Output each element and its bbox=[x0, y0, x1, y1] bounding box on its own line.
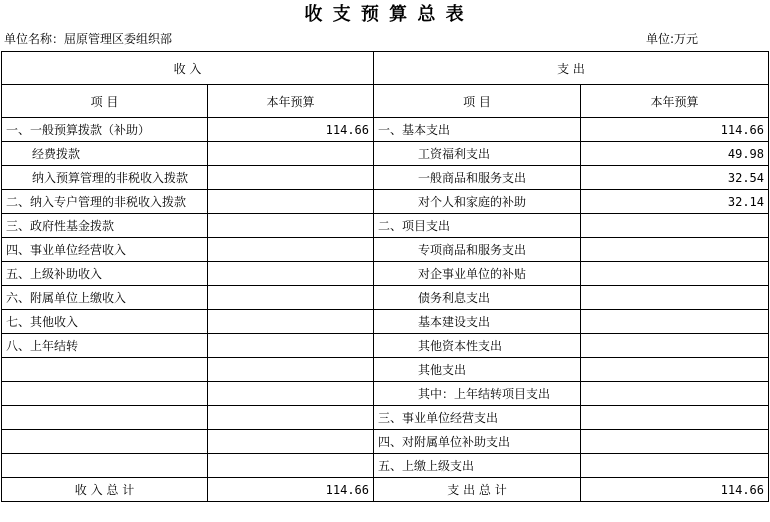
income-item: 纳入预算管理的非税收入拨款 bbox=[2, 166, 208, 190]
income-item bbox=[2, 454, 208, 478]
table-row bbox=[2, 238, 769, 262]
table-row bbox=[2, 430, 769, 454]
expense-item-header: 项 目 bbox=[374, 85, 581, 118]
expense-item: 工资福利支出 bbox=[374, 142, 581, 166]
expense-item: 一、基本支出 bbox=[374, 118, 581, 142]
income-value bbox=[208, 190, 374, 214]
expense-item: 三、事业单位经营支出 bbox=[374, 406, 581, 430]
income-item: 八、上年结转 bbox=[2, 334, 208, 358]
expense-value bbox=[581, 262, 769, 286]
income-item: 六、附属单位上缴收入 bbox=[2, 286, 208, 310]
income-value bbox=[208, 238, 374, 262]
income-item: 二、纳入专户管理的非税收入拨款 bbox=[2, 190, 208, 214]
expense-item: 二、项目支出 bbox=[374, 214, 581, 238]
income-item bbox=[2, 406, 208, 430]
table-row bbox=[2, 190, 769, 214]
table-row bbox=[2, 454, 769, 478]
income-value: 114.66 bbox=[208, 118, 374, 142]
income-value bbox=[208, 334, 374, 358]
page-title: 收 支 预 算 总 表 bbox=[304, 4, 466, 25]
total-row bbox=[2, 478, 769, 502]
unit-label: 单位:万元 bbox=[646, 32, 699, 46]
expense-item: 债务利息支出 bbox=[374, 286, 581, 310]
expense-total-value: 114.66 bbox=[581, 478, 769, 502]
expense-budget-header: 本年预算 bbox=[581, 85, 769, 118]
table-row bbox=[2, 382, 769, 406]
expense-value bbox=[581, 334, 769, 358]
income-value bbox=[208, 166, 374, 190]
income-value bbox=[208, 430, 374, 454]
table-row bbox=[2, 334, 769, 358]
income-item: 四、事业单位经营收入 bbox=[2, 238, 208, 262]
expense-value bbox=[581, 454, 769, 478]
income-value bbox=[208, 262, 374, 286]
expense-item: 对企事业单位的补贴 bbox=[374, 262, 581, 286]
expense-value bbox=[581, 430, 769, 454]
expense-item: 其中：上年结转项目支出 bbox=[374, 382, 581, 406]
section-header-row bbox=[2, 52, 769, 85]
expense-value bbox=[581, 310, 769, 334]
income-value bbox=[208, 406, 374, 430]
income-value bbox=[208, 310, 374, 334]
expense-item: 一般商品和服务支出 bbox=[374, 166, 581, 190]
expense-item: 基本建设支出 bbox=[374, 310, 581, 334]
table-row bbox=[2, 214, 769, 238]
table-row bbox=[2, 358, 769, 382]
income-item bbox=[2, 430, 208, 454]
column-header-row bbox=[2, 85, 769, 118]
income-total-label: 收 入 总 计 bbox=[2, 478, 208, 502]
table-row bbox=[2, 142, 769, 166]
income-budget-header: 本年预算 bbox=[208, 85, 374, 118]
income-item: 经费拨款 bbox=[2, 142, 208, 166]
expense-item: 对个人和家庭的补助 bbox=[374, 190, 581, 214]
expense-value: 114.66 bbox=[581, 118, 769, 142]
expense-item: 其他支出 bbox=[374, 358, 581, 382]
expense-value bbox=[581, 382, 769, 406]
expense-value bbox=[581, 358, 769, 382]
expense-value bbox=[581, 286, 769, 310]
table-row bbox=[2, 262, 769, 286]
table-row bbox=[2, 286, 769, 310]
income-value bbox=[208, 358, 374, 382]
expense-value: 49.98 bbox=[581, 142, 769, 166]
income-total-value: 114.66 bbox=[208, 478, 374, 502]
expense-value bbox=[581, 406, 769, 430]
expense-value bbox=[581, 214, 769, 238]
income-item: 七、其他收入 bbox=[2, 310, 208, 334]
expense-item: 其他资本性支出 bbox=[374, 334, 581, 358]
income-value bbox=[208, 286, 374, 310]
expense-item: 四、对附属单位补助支出 bbox=[374, 430, 581, 454]
table-row bbox=[2, 166, 769, 190]
income-item-header: 项 目 bbox=[2, 85, 208, 118]
expense-value bbox=[581, 238, 769, 262]
income-item bbox=[2, 358, 208, 382]
income-item: 一、一般预算拨款（补助） bbox=[2, 118, 208, 142]
income-value bbox=[208, 214, 374, 238]
table-row bbox=[2, 310, 769, 334]
table-row bbox=[2, 118, 769, 142]
expense-item: 五、上缴上级支出 bbox=[374, 454, 581, 478]
income-item: 五、上级补助收入 bbox=[2, 262, 208, 286]
expense-total-label: 支 出 总 计 bbox=[374, 478, 581, 502]
unit-name: 单位名称：屈原管理区委组织部 bbox=[4, 32, 173, 46]
expense-value: 32.54 bbox=[581, 166, 769, 190]
budget-table bbox=[1, 51, 769, 502]
income-item bbox=[2, 382, 208, 406]
income-value bbox=[208, 382, 374, 406]
expense-section-header: 支 出 bbox=[374, 52, 769, 85]
income-value bbox=[208, 454, 374, 478]
income-value bbox=[208, 142, 374, 166]
expense-item: 专项商品和服务支出 bbox=[374, 238, 581, 262]
table-row bbox=[2, 406, 769, 430]
expense-value: 32.14 bbox=[581, 190, 769, 214]
income-item: 三、政府性基金拨款 bbox=[2, 214, 208, 238]
income-section-header: 收 入 bbox=[2, 52, 374, 85]
